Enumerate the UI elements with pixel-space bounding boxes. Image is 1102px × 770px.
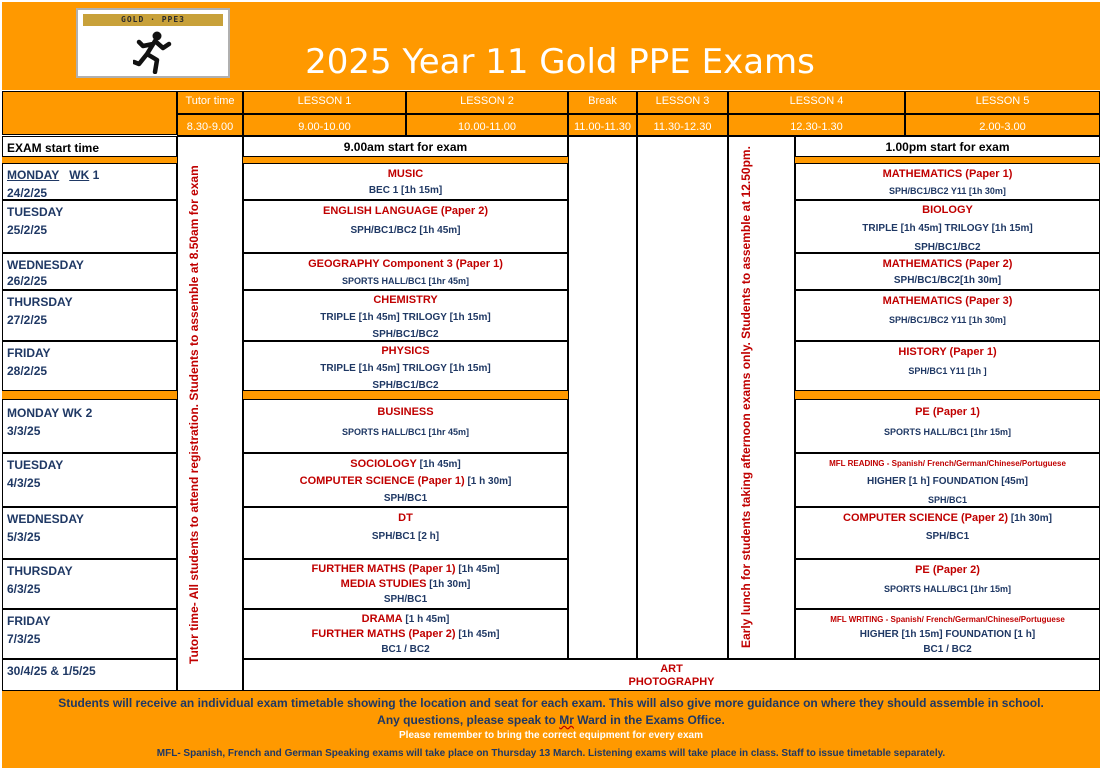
am-exam-cell	[243, 507, 568, 559]
lesson3-column	[637, 136, 728, 659]
day-date: 3/3/25	[7, 424, 41, 438]
exam-subject: DRAMA	[361, 613, 403, 625]
exam-duration: [1h 30m]	[1010, 513, 1052, 524]
separator-wk2-am	[243, 391, 568, 399]
exam-subject: GEOGRAPHY Component 3 (Paper 1)	[308, 258, 503, 270]
exam-details: SPORTS HALL/BC1 [1hr 45m]	[341, 427, 470, 437]
exam-subject: MATHEMATICS (Paper 3)	[882, 295, 1013, 307]
pm-exam-cell	[795, 341, 1100, 391]
am-exam-cell	[243, 341, 568, 391]
day-cell	[2, 163, 177, 200]
separator-wk2-pm	[795, 391, 1100, 399]
art-photo-cell	[243, 659, 1100, 691]
day-cell	[2, 453, 177, 507]
day-date: 4/3/25	[7, 476, 41, 490]
exam-room: SPH/BC1	[927, 495, 967, 505]
am-exam-cell	[243, 559, 568, 609]
footer-line-2b: Mr	[559, 713, 574, 727]
exam-details: SPH/BC1 Y11 [1h ]	[908, 366, 987, 376]
day-cell	[2, 507, 177, 559]
day-date: 24/2/25	[7, 186, 48, 200]
logo-text: GOLD · PPE3	[83, 14, 223, 26]
day-name: MONDAY WK 2	[7, 406, 93, 420]
exam-subject: FURTHER MATHS (Paper 2)	[311, 628, 456, 640]
exam-details: SPH/BC1/BC2 [1h 45m]	[350, 225, 461, 236]
exam-details: SPORTS HALL/BC1 [1hr 15m]	[883, 427, 1012, 437]
break-time: 11.00-11.30	[568, 114, 637, 136]
exam-details: SPORTS HALL/BC1 [1hr 45m]	[341, 276, 470, 286]
day-name: THURSDAY	[7, 295, 73, 309]
runner-icon	[133, 30, 173, 74]
separator-wk2-left	[2, 391, 177, 399]
exam-duration: [1h 45m]	[419, 459, 461, 470]
footer-line-1: Students will receive an individual exam timetable showing the location and seat for each exam. This will also give more guidance on where they should assemble in school.	[58, 696, 1044, 710]
tutor-note: Tutor time- All students to attend registration. Students to assemble at 8.50am for exam	[187, 165, 201, 665]
am-exam-cell	[243, 253, 568, 290]
day-name: TUESDAY	[7, 205, 64, 219]
day-date: 27/2/25	[7, 313, 48, 327]
exam-subject: PE (Paper 1)	[915, 406, 980, 418]
exam-subject: BIOLOGY	[922, 204, 973, 216]
day-cell	[2, 559, 177, 609]
exam-duration: [1h 45m]	[458, 564, 500, 575]
day-name: FRIDAY	[7, 614, 51, 628]
exam-details: SPH/BC1/BC2[1h 30m]	[893, 275, 1002, 286]
day-name: FRIDAY	[7, 346, 51, 360]
exam-subject: COMPUTER SCIENCE (Paper 1)	[299, 475, 465, 487]
exam-room: SPH/BC1/BC2	[372, 329, 439, 340]
exam-room: BC1 / BC2	[381, 644, 430, 655]
day-date: 5/3/25	[7, 530, 41, 544]
lesson4-label: LESSON 4	[728, 91, 905, 114]
exam-subject: PHYSICS	[381, 345, 430, 357]
day-cell	[2, 341, 177, 391]
lesson3-time: 11.30-12.30	[637, 114, 728, 136]
lesson4-time: 12.30-1.30	[728, 114, 905, 136]
day-date: 30/4/25 & 1/5/25	[7, 664, 96, 678]
am-exam-cell	[243, 453, 568, 507]
lesson1-label: LESSON 1	[243, 91, 406, 114]
day-date: 28/2/25	[7, 364, 48, 378]
lesson2-label: LESSON 2	[406, 91, 568, 114]
footer-line-4: MFL- Spanish, French and German Speaking exams will take place on Thursday 13 March. Listening exams will take place in class. Staff to issue timetable separately.	[156, 748, 946, 759]
exam-subject: BUSINESS	[377, 406, 434, 418]
exam-subject: MFL WRITING - Spanish/ French/German/Chinese/Portuguese	[830, 615, 1065, 624]
corner-cell	[2, 91, 177, 135]
exam-subject: MATHEMATICS (Paper 1)	[882, 168, 1013, 180]
exam-subject: MEDIA STUDIES	[340, 578, 427, 590]
pm-start-label: 1.00pm start for exam	[795, 136, 1100, 157]
exam-subject: MUSIC	[387, 168, 424, 180]
exam-subject: ENGLISH LANGUAGE (Paper 2)	[322, 205, 489, 217]
break-column	[568, 136, 637, 659]
exam-duration: [1h 30m]	[429, 579, 471, 590]
tutor-time: 8.30-9.00	[177, 114, 243, 136]
exam-subject: SOCIOLOGY	[350, 458, 417, 470]
footer-notes	[2, 691, 1100, 768]
footer-line-2	[2, 712, 1100, 728]
lesson3-label: LESSON 3	[637, 91, 728, 114]
exam-duration: [1 h 45m]	[405, 614, 450, 625]
am-exam-cell	[243, 399, 568, 453]
exam-room: SPH/BC1/BC2	[372, 380, 439, 391]
pm-exam-cell	[795, 290, 1100, 341]
pm-exam-cell	[795, 200, 1100, 253]
exam-details: SPH/BC1/BC2 Y11 [1h 30m]	[889, 186, 1006, 196]
day-name: WEDNESDAY	[7, 512, 84, 526]
exam-duration: [1h 45m]	[458, 629, 500, 640]
exam-details: SPH/BC1 [2 h]	[371, 531, 440, 542]
tutor-label: Tutor time	[177, 91, 243, 114]
exam-start-label: EXAM start time	[2, 136, 177, 157]
day-cell	[2, 399, 177, 453]
exam-details: TRIPLE [1h 45m] TRILOGY [1h 15m]	[862, 223, 1033, 234]
pm-exam-cell	[795, 559, 1100, 609]
footer-line-2a: Any questions, please speak to	[377, 713, 560, 727]
exam-details: HIGHER [1h 15m] FOUNDATION [1 h]	[859, 629, 1036, 640]
lunch-note: Early lunch for students taking afternoon exams only. Students to assemble at 12.50pm.	[739, 146, 753, 649]
day-week: WK	[69, 168, 90, 182]
day-date: 7/3/25	[7, 632, 41, 646]
day-name: MONDAY	[7, 168, 60, 182]
exam-subject: HISTORY (Paper 1)	[898, 346, 997, 358]
day-name: WEDNESDAY	[7, 258, 84, 272]
pm-exam-cell	[795, 163, 1100, 200]
footer-line-2c: Ward in the Exams Office.	[573, 713, 725, 727]
day-cell	[2, 659, 177, 691]
day-cell	[2, 253, 177, 290]
exam-subject: ART	[660, 663, 683, 675]
exam-room: BC1 / BC2	[923, 644, 972, 655]
exam-subject: CHEMISTRY	[373, 294, 438, 306]
day-cell	[2, 609, 177, 659]
exam-details: TRIPLE [1h 45m] TRILOGY [1h 15m]	[320, 363, 491, 374]
footer-line-3: Please remember to bring the correct equipment for every exam	[399, 730, 703, 741]
day-date: 6/3/25	[7, 582, 41, 596]
day-name: TUESDAY	[7, 458, 64, 472]
logo	[76, 8, 230, 78]
exam-room: SPH/BC1/BC2	[914, 242, 981, 253]
am-start-label: 9.00am start for exam	[243, 136, 568, 157]
exam-subject: PE (Paper 2)	[915, 564, 980, 576]
day-week-number: 1	[89, 168, 100, 182]
pm-exam-cell	[795, 453, 1100, 507]
lesson5-label: LESSON 5	[905, 91, 1100, 114]
am-exam-cell	[243, 163, 568, 200]
exam-room: SPH/BC1	[925, 531, 970, 542]
am-exam-cell	[243, 200, 568, 253]
pm-exam-cell	[795, 253, 1100, 290]
lesson2-time: 10.00-11.00	[406, 114, 568, 136]
exam-room: SPH/BC1	[383, 594, 428, 605]
day-name: THURSDAY	[7, 564, 73, 578]
day-date: 26/2/25	[7, 274, 48, 288]
exam-details: SPORTS HALL/BC1 [1hr 15m]	[883, 584, 1012, 594]
exam-subject: MFL READING - Spanish/ French/German/Chinese/Portuguese	[829, 459, 1066, 468]
exam-details: TRIPLE [1h 45m] TRILOGY [1h 15m]	[320, 312, 491, 323]
am-exam-cell	[243, 609, 568, 659]
page-title: 2025 Year 11 Gold PPE Exams	[305, 42, 815, 82]
exam-room: SPH/BC1	[383, 493, 428, 504]
exam-details: SPH/BC1/BC2 Y11 [1h 30m]	[889, 315, 1006, 325]
exam-subject: DT	[398, 512, 413, 524]
exam-details: BEC 1 [1h 15m]	[368, 185, 443, 196]
pm-exam-cell	[795, 609, 1100, 659]
am-exam-cell	[243, 290, 568, 341]
exam-duration: [1 h 30m]	[467, 476, 512, 487]
day-cell	[2, 290, 177, 341]
lesson5-time: 2.00-3.00	[905, 114, 1100, 136]
break-label: Break	[568, 91, 637, 114]
day-date: 25/2/25	[7, 223, 48, 237]
exam-subject: FURTHER MATHS (Paper 1)	[311, 563, 456, 575]
pm-exam-cell	[795, 507, 1100, 559]
day-cell	[2, 200, 177, 253]
exam-subject: PHOTOGRAPHY	[628, 676, 715, 688]
pm-exam-cell	[795, 399, 1100, 453]
exam-subject: MATHEMATICS (Paper 2)	[882, 258, 1013, 270]
lesson1-time: 9.00-10.00	[243, 114, 406, 136]
exam-subject: COMPUTER SCIENCE (Paper 2)	[843, 512, 1009, 524]
exam-details: HIGHER [1 h] FOUNDATION [45m]	[867, 476, 1028, 487]
